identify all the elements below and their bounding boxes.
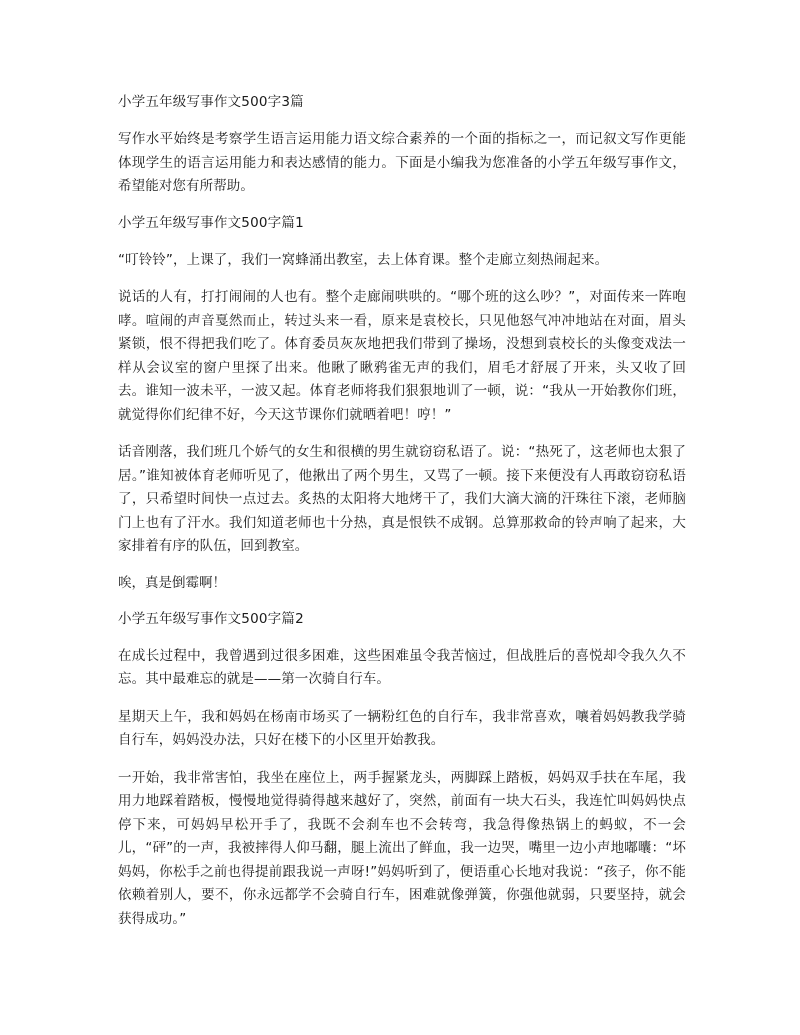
document-title: 小学五年级写事作文500字3篇 bbox=[118, 94, 304, 110]
article-2-title: 小学五年级写事作文500字篇2 bbox=[118, 610, 304, 627]
article-2-paragraph-2: 星期天上午，我和妈妈在杨南市场买了一辆粉红色的自行车，我非常喜欢，嚷着妈妈教我学骑自行车，妈妈没办法，只好在楼下的小区里开始教我。 bbox=[118, 708, 686, 748]
article-1-title: 小学五年级写事作文500字篇1 bbox=[118, 214, 304, 231]
article-2-paragraph-3: 一开始，我非常害怕，我坐在座位上，两手握紧龙头，两脚踩上踏板，妈妈双手扶在车尾，我用力地踩着踏板，慢慢地觉得骑得越来越好了，突然，前面有一块大石头，我连忙叫妈妈快点停下来，可妈妈早松开手了，我既不会刹车也不会转弯，我急得像热锅上的蚂蚁，不一会儿，“砰”的一声，我被摔得人仰马翻，腿上流出了鲜血，我一边哭，嘴里一边小声地嘟囔：“坏妈妈，你松手之前也得提前跟我说一声呀!”妈妈听到了，便语重心长地对我说：“孩子，你不能依赖着别人，要不，你永远都学不会骑自行车，困难就像弹簧，你强他就弱，只要坚持，就会获得成功。” bbox=[118, 769, 686, 927]
intro-paragraph: 写作水平始终是考察学生语言运用能力语文综合素养的一个面的指标之一，而记叙文写作更能体现学生的语言运用能力和表达感情的能力。下面是小编我为您准备的小学五年级写事作文，希望能对您有所帮助。 bbox=[118, 131, 686, 194]
article-1-paragraph-4: 唉，真是倒霉啊！ bbox=[118, 574, 226, 591]
document-page bbox=[118, 92, 686, 945]
article-2-paragraph-1: 在成长过程中，我曾遇到过很多困难，这些困难虽令我苦恼过，但战胜后的喜悦却令我久久不忘。其中最难忘的就是——第一次骑自行车。 bbox=[118, 647, 686, 687]
article-1-paragraph-1: “叮铃铃”，上课了，我们一窝蜂涌出教室，去上体育课。整个走廊立刻热闹起来。 bbox=[118, 251, 609, 268]
article-1-paragraph-3: 话音刚落，我们班几个娇气的女生和很横的男生就窃窃私语了。说：“热死了，这老师也太狠了居。”谁知被体育老师听见了，他揪出了两个男生，又骂了一顿。接下来便没有人再敢窃窃私语了，只希望时间快一点过去。炙热的太阳将大地烤干了，我们大滴大滴的汗珠往下滚，老师脑门上也有了汗水。我们知道老师也十分热，真是恨铁不成钢。总算那救命的铃声响了起来，大家排着有序的队伍，回到教室。 bbox=[118, 444, 686, 554]
article-1-paragraph-2: 说话的人有，打打闹闹的人也有。整个走廊闹哄哄的。“哪个班的这么吵？”，对面传来一阵咆哮。喧闹的声音戛然而止，转过头来一看，原来是袁校长，只见他怒气冲冲地站在对面，眉头紧锁，恨不得把我们吃了。体育委员灰灰地把我们带到了操场，没想到袁校长的头像变戏法一样从会议室的窗户里探了出来。他瞅了瞅鸦雀无声的我们，眉毛才舒展了开来，头又收了回去。谁知一波未平，一波又起。体育老师将我们狠狠地训了一顿，说：“我从一开始教你们班，就觉得你们纪律不好，今天这节课你们就晒着吧！哼！” bbox=[118, 289, 686, 423]
